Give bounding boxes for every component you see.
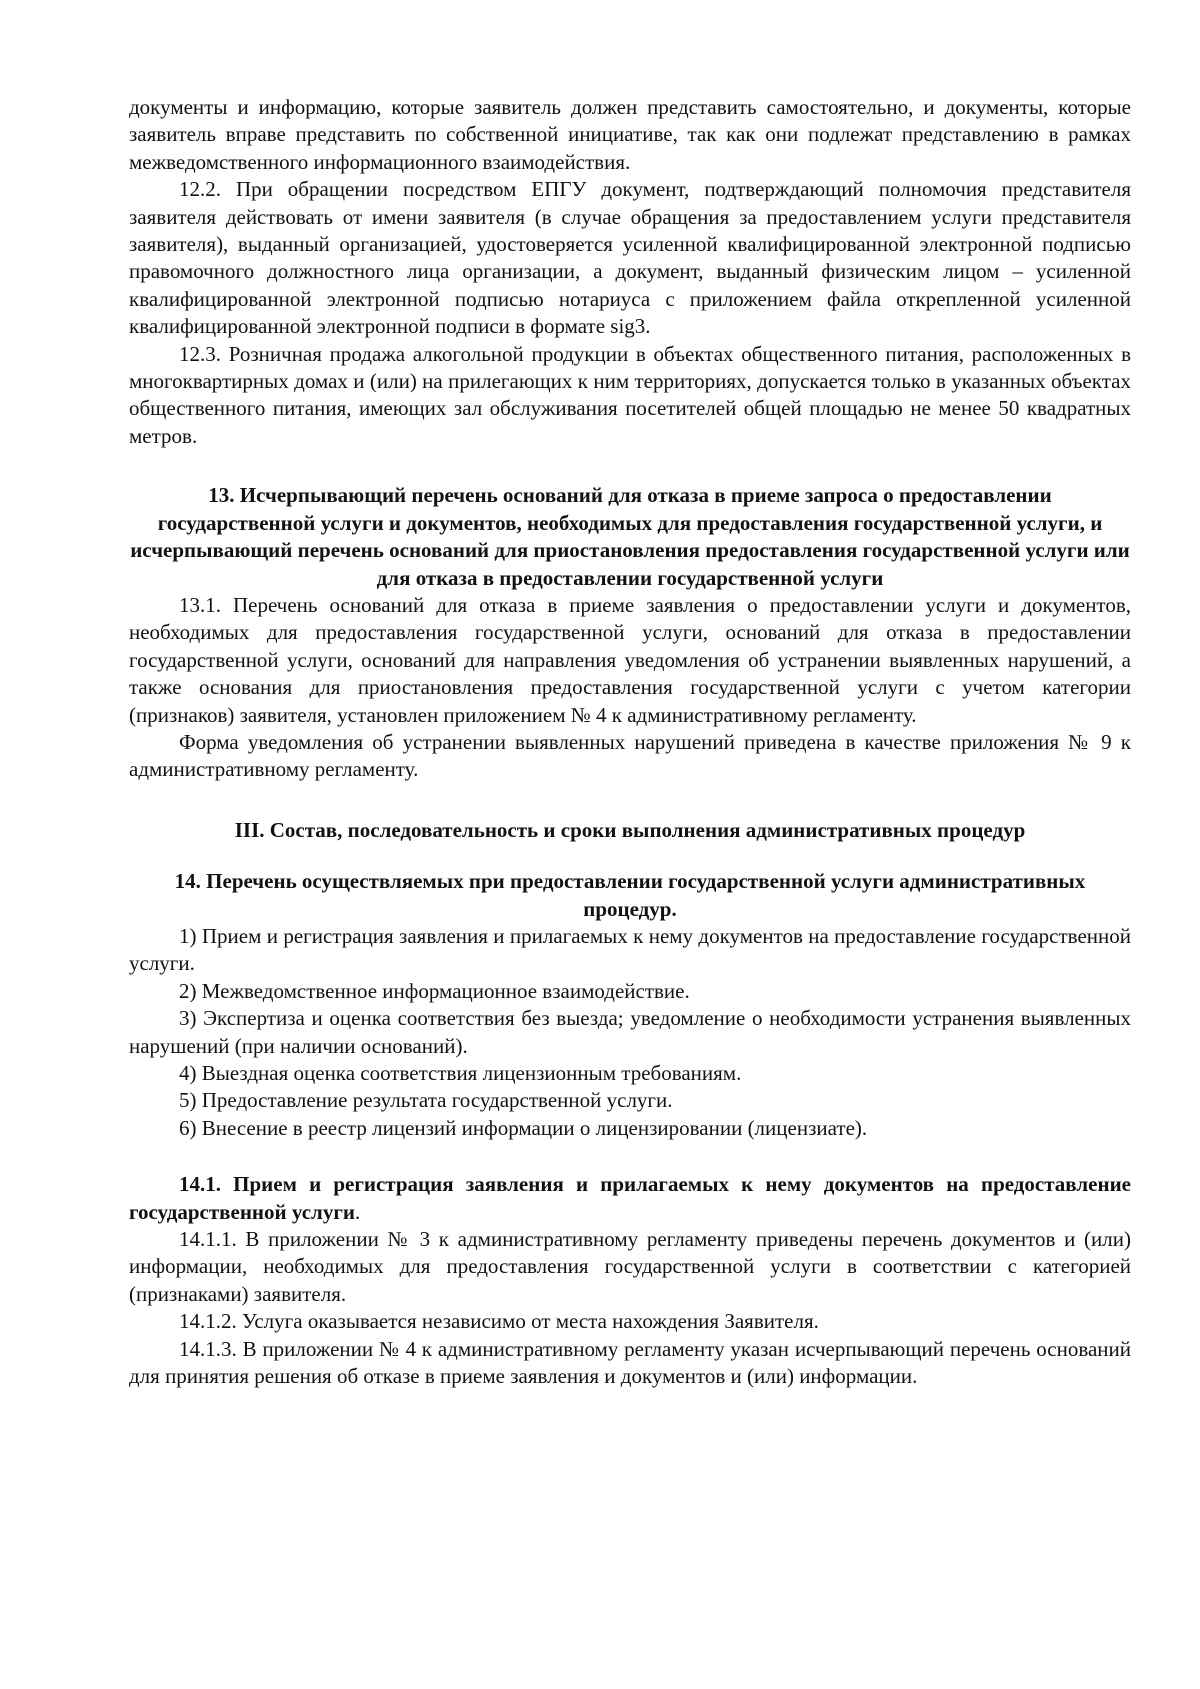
paragraph-13-1: 13.1. Перечень оснований для отказа в приеме заявления о предоставлении услуги и документов, необходимых для предоставления государственной услуги, оснований для отказа в предоставлении государственной услуги, оснований для направления уведомления об устранении выявленных нарушений, а также основания для приостановления предоставления государственной услуги с учетом категории (признаков) заявителя, установлен приложением № 4 к административному регламенту. [129,592,1131,727]
procedure-item-4: 4) Выездная оценка соответствия лицензионным требованиям. [179,1061,742,1085]
paragraph-14-1-1: 14.1.1. В приложении № 3 к административному регламенту приведены перечень документов и (или) информации, необходимых для предоставления государственной услуги в соответствии с категорией (признаками) заявителя. [129,1227,1131,1306]
paragraph-12-2: 12.2. При обращении посредством ЕПГУ документ, подтверждающий полномочия представителя заявителя действовать от имени заявителя (в случае обращения за предоставлением услуги представителя заявителя), выданный организацией, удостоверяется усиленной квалифицированной электронной подписью правомочного должностного лица организации, а документ, выданный физическим лицом – усиленной квалифицированной электронной подписью нотариуса с приложением файла открепленной усиленной квалифицированной электронной подписи в формате sig3. [129,177,1131,339]
section-14-1-heading-bold: 14.1. Прием и регистрация заявления и прилагаемых к нему документов на предоставление государственной услуги [129,1172,1131,1224]
paragraph-notification-form: Форма уведомления об устранении выявленных нарушений приведена в качестве приложения № 9 к административному регламенту. [129,729,1131,782]
paragraph-continuation: документы и информацию, которые заявитель должен представить самостоятельно, и документы, которые заявитель вправе представить по собственной инициативе, так как они подлежат представлению в рамках межведомственного информационного взаимодействия. [129,95,1131,174]
section-14-1-heading-tail: . [354,1199,361,1224]
paragraph-12-3: 12.3. Розничная продажа алкогольной продукции в объектах общественного питания, расположенных в многоквартирных домах и (или) на прилегающих к ним территориях, допускается только в указанных объектах общественного питания, имеющих зал обслуживания посетителей общей площадью не менее 50 квадратных метров. [129,341,1131,448]
paragraph-14-1-2: 14.1.2. Услуга оказывается независимо от места нахождения Заявителя. [179,1309,819,1334]
procedure-item-2: 2) Межведомственное информационное взаимодействие. [179,978,690,1003]
procedure-item-6: 6) Внесение в реестр лицензий информации о лицензировании (лицензиате). [179,1115,868,1140]
document-page [129,94,1131,1390]
section-III-heading: III. Состав, последовательность и сроки выполнения административных процедур [234,817,1026,842]
procedure-item-1: 1) Прием и регистрация заявления и прилагаемых к нему документов на предоставление государственной услуги. [129,923,1131,976]
section-14-heading: 14. Перечень осуществляемых при предоставлении государственной услуги административных процедур. [174,869,1086,921]
paragraph-14-1-3: 14.1.3. В приложении № 4 к административному регламенту указан исчерпывающий перечень оснований для принятия решения об отказе в приеме заявления и документов и (или) информации. [129,1336,1131,1389]
procedure-item-5: 5) Предоставление результата государственной услуги. [179,1088,673,1113]
procedure-item-3: 3) Экспертиза и оценка соответствия без выезда; уведомление о необходимости устранения выявленных нарушений (при наличии оснований). [129,1006,1131,1058]
section-13-heading: 13. Исчерпывающий перечень оснований для отказа в приеме запроса о предоставлении государственной услуги и документов, необходимых для предоставления государственной услуги, и исчерпывающий перечень оснований для приостановления предоставления государственной услуги или для отказа в предоставлении государственной услуги [130,483,1130,590]
section-14-1-heading [129,1171,1131,1226]
